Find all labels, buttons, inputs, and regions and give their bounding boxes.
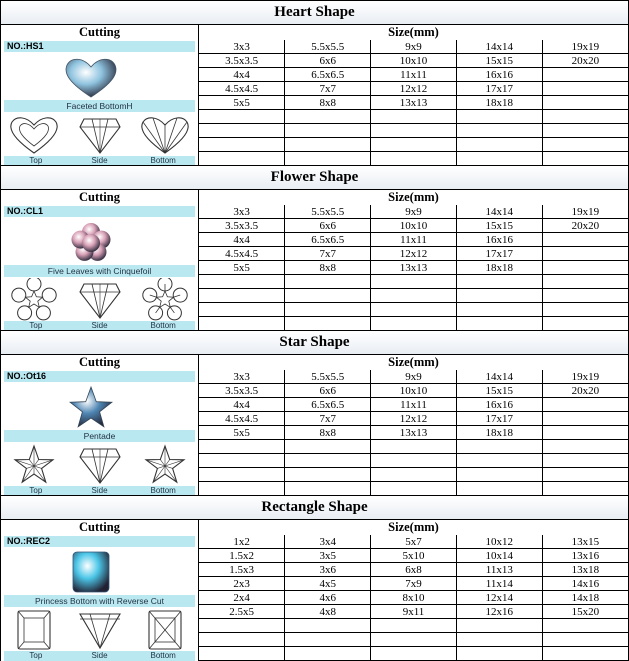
size-cell <box>371 468 457 482</box>
size-cell <box>456 647 542 661</box>
size-cell <box>371 152 457 166</box>
size-cell: 16x16 <box>456 68 542 82</box>
size-cell <box>285 110 371 124</box>
size-cell <box>542 468 628 482</box>
cut-name: Five Leaves with Cinquefoil <box>4 265 195 277</box>
size-cell: 8x8 <box>285 261 371 275</box>
size-cell: 4x4 <box>199 233 285 247</box>
size-cell <box>199 303 285 317</box>
size-cell <box>542 303 628 317</box>
table-row <box>199 68 628 82</box>
size-cell: 12x12 <box>371 247 457 261</box>
size-cell <box>371 619 457 633</box>
size-cell: 8x10 <box>371 591 457 605</box>
size-cell <box>285 633 371 647</box>
size-cell <box>371 289 457 303</box>
size-cell: 10x14 <box>456 549 542 563</box>
size-cell: 10x10 <box>371 384 457 398</box>
size-cell: 6.5x6.5 <box>285 398 371 412</box>
size-cell: 3.5x3.5 <box>199 384 285 398</box>
rect-side-view-icon <box>70 608 130 652</box>
size-cell: 9x9 <box>371 40 457 54</box>
size-cell <box>456 138 542 152</box>
table-row <box>199 317 628 331</box>
size-header: Size(mm) <box>388 355 439 369</box>
size-cell: 7x7 <box>285 82 371 96</box>
size-cell: 4.5x4.5 <box>199 247 285 261</box>
section-title: Rectangle Shape <box>1 496 628 520</box>
flower-gem-photo-icon <box>59 219 123 265</box>
size-cell: 5.5x5.5 <box>285 40 371 54</box>
cutting-header: Cutting <box>1 355 199 370</box>
size-cell: 5x5 <box>199 426 285 440</box>
heart-side-view-icon <box>70 113 130 157</box>
size-cell <box>456 619 542 633</box>
size-cell <box>456 440 542 454</box>
model-number: NO.:CL1 <box>4 206 195 217</box>
size-cell: 17x17 <box>456 82 542 96</box>
cut-name: Pentade <box>4 430 195 442</box>
cut-diagrams <box>4 113 195 157</box>
size-cell: 3x6 <box>285 563 371 577</box>
size-cell <box>542 482 628 496</box>
size-cell: 16x16 <box>456 233 542 247</box>
size-cell <box>456 289 542 303</box>
shape-section-heart <box>1 1 628 166</box>
size-cell <box>199 647 285 661</box>
size-cell <box>542 619 628 633</box>
view-label: Top <box>29 486 43 495</box>
view-label: Bottom <box>150 486 176 495</box>
size-cell <box>456 124 542 138</box>
size-cell <box>542 440 628 454</box>
size-cell: 1x2 <box>199 535 285 549</box>
view-label: Top <box>29 156 43 165</box>
view-labels <box>4 651 195 661</box>
size-cell: 4x8 <box>285 605 371 619</box>
size-cell: 6x6 <box>285 219 371 233</box>
size-cell <box>542 412 628 426</box>
flower-top-view-icon <box>4 278 64 322</box>
size-cell <box>542 426 628 440</box>
table-row <box>199 370 628 384</box>
size-cell: 16x16 <box>456 398 542 412</box>
size-header: Size(mm) <box>388 25 439 39</box>
size-cell <box>371 303 457 317</box>
size-cell: 15x15 <box>456 54 542 68</box>
size-cell <box>199 289 285 303</box>
size-cell: 3x3 <box>199 370 285 384</box>
view-label: Side <box>91 321 108 330</box>
size-cell: 5.5x5.5 <box>285 205 371 219</box>
size-cell <box>542 275 628 289</box>
size-cell <box>285 289 371 303</box>
size-cell <box>542 317 628 331</box>
size-cell <box>542 68 628 82</box>
size-cell: 20x20 <box>542 54 628 68</box>
section-title: Heart Shape <box>1 1 628 25</box>
size-cell <box>456 633 542 647</box>
section-title: Flower Shape <box>1 166 628 190</box>
size-cell: 4.5x4.5 <box>199 82 285 96</box>
table-row <box>199 152 628 166</box>
size-cell: 18x18 <box>456 96 542 110</box>
size-cell: 4x4 <box>199 68 285 82</box>
size-cell <box>285 647 371 661</box>
size-cell: 2x4 <box>199 591 285 605</box>
size-table <box>199 370 628 496</box>
size-cell <box>285 468 371 482</box>
size-cell: 12x12 <box>371 82 457 96</box>
table-row <box>199 303 628 317</box>
rect-top-view-icon <box>4 608 64 652</box>
size-cell <box>542 110 628 124</box>
size-cell <box>371 647 457 661</box>
size-cell <box>542 398 628 412</box>
table-row <box>199 205 628 219</box>
size-cell: 13x13 <box>371 426 457 440</box>
table-row <box>199 82 628 96</box>
table-row <box>199 110 628 124</box>
table-row <box>199 563 628 577</box>
size-cell <box>456 468 542 482</box>
size-cell: 11x11 <box>371 398 457 412</box>
star-side-view-icon <box>70 443 130 487</box>
size-cell: 11x11 <box>371 233 457 247</box>
size-cell: 5x10 <box>371 549 457 563</box>
cut-name: Faceted BottomH <box>4 100 195 112</box>
size-cell: 5x5 <box>199 96 285 110</box>
cut-diagrams <box>4 443 195 487</box>
size-cell <box>456 454 542 468</box>
size-cell <box>371 454 457 468</box>
rect-gem-photo-icon <box>59 549 123 595</box>
heart-bottom-view-icon <box>135 113 195 157</box>
cutting-header: Cutting <box>1 190 199 205</box>
section-divider <box>1 495 628 496</box>
size-cell <box>542 633 628 647</box>
model-number: NO.:REC2 <box>4 536 195 547</box>
size-cell <box>199 454 285 468</box>
size-cell: 20x20 <box>542 384 628 398</box>
size-cell: 6.5x6.5 <box>285 233 371 247</box>
size-cell: 14x16 <box>542 577 628 591</box>
size-cell: 6x6 <box>285 54 371 68</box>
size-cell: 3.5x3.5 <box>199 219 285 233</box>
section-divider <box>1 165 628 166</box>
cutting-panel <box>1 535 199 661</box>
size-table <box>199 40 628 166</box>
size-cell: 12x14 <box>456 591 542 605</box>
table-row <box>199 549 628 563</box>
size-cell: 3x5 <box>285 549 371 563</box>
size-cell: 12x12 <box>371 412 457 426</box>
view-label: Side <box>91 651 108 660</box>
size-cell: 3x4 <box>285 535 371 549</box>
size-cell <box>542 261 628 275</box>
table-row <box>199 219 628 233</box>
size-cell <box>199 440 285 454</box>
size-table <box>199 535 628 661</box>
size-cell: 14x14 <box>456 205 542 219</box>
size-cell: 13x15 <box>542 535 628 549</box>
view-label: Bottom <box>150 156 176 165</box>
size-cell <box>285 152 371 166</box>
size-cell <box>285 303 371 317</box>
size-cell: 13x16 <box>542 549 628 563</box>
size-cell: 14x14 <box>456 40 542 54</box>
size-cell: 6x8 <box>371 563 457 577</box>
size-cell: 8x8 <box>285 96 371 110</box>
star-gem-photo-icon <box>59 384 123 430</box>
view-label: Side <box>91 156 108 165</box>
size-cell <box>542 96 628 110</box>
size-cell: 15x20 <box>542 605 628 619</box>
size-cell <box>285 454 371 468</box>
view-label: Top <box>29 651 43 660</box>
size-cell <box>542 82 628 96</box>
size-cell <box>371 440 457 454</box>
flower-side-view-icon <box>70 278 130 322</box>
table-row <box>199 426 628 440</box>
table-row <box>199 398 628 412</box>
size-cell <box>371 317 457 331</box>
size-cell <box>371 275 457 289</box>
table-row <box>199 619 628 633</box>
size-cell <box>371 633 457 647</box>
size-cell <box>285 275 371 289</box>
size-cell <box>542 454 628 468</box>
cut-diagrams <box>4 608 195 652</box>
size-cell <box>456 303 542 317</box>
model-number: NO.:HS1 <box>4 41 195 52</box>
size-cell <box>456 110 542 124</box>
size-cell: 17x17 <box>456 412 542 426</box>
size-cell <box>199 633 285 647</box>
size-cell <box>542 247 628 261</box>
table-row <box>199 54 628 68</box>
table-row <box>199 535 628 549</box>
size-cell: 4x4 <box>199 398 285 412</box>
table-row <box>199 384 628 398</box>
cutting-header: Cutting <box>1 25 199 40</box>
size-cell <box>456 317 542 331</box>
view-label: Top <box>29 321 43 330</box>
table-row <box>199 647 628 661</box>
table-row <box>199 412 628 426</box>
size-cell: 3.5x3.5 <box>199 54 285 68</box>
size-cell: 9x9 <box>371 370 457 384</box>
size-cell: 5x7 <box>371 535 457 549</box>
size-cell: 7x7 <box>285 412 371 426</box>
table-row <box>199 591 628 605</box>
size-cell <box>199 468 285 482</box>
table-row <box>199 124 628 138</box>
size-cell: 7x7 <box>285 247 371 261</box>
size-cell: 11x14 <box>456 577 542 591</box>
size-cell: 10x10 <box>371 219 457 233</box>
size-cell <box>199 275 285 289</box>
size-cell: 10x10 <box>371 54 457 68</box>
view-label: Side <box>91 486 108 495</box>
size-cell: 9x9 <box>371 205 457 219</box>
size-cell: 6.5x6.5 <box>285 68 371 82</box>
size-cell: 3x3 <box>199 205 285 219</box>
size-header: Size(mm) <box>388 190 439 204</box>
size-cell: 12x16 <box>456 605 542 619</box>
table-row <box>199 440 628 454</box>
table-row <box>199 247 628 261</box>
size-cell: 19x19 <box>542 370 628 384</box>
size-cell <box>199 317 285 331</box>
heart-gem-photo-icon <box>59 54 123 100</box>
view-label: Bottom <box>150 321 176 330</box>
size-cell: 13x18 <box>542 563 628 577</box>
size-cell: 15x15 <box>456 384 542 398</box>
size-cell <box>285 440 371 454</box>
size-cell <box>199 152 285 166</box>
size-cell <box>285 317 371 331</box>
table-row <box>199 275 628 289</box>
shape-section-flower <box>1 166 628 331</box>
view-label: Bottom <box>150 651 176 660</box>
size-cell: 10x12 <box>456 535 542 549</box>
size-cell: 20x20 <box>542 219 628 233</box>
size-cell: 11x13 <box>456 563 542 577</box>
size-cell <box>199 110 285 124</box>
size-cell: 19x19 <box>542 40 628 54</box>
rect-bottom-view-icon <box>135 608 195 652</box>
table-row <box>199 40 628 54</box>
flower-bottom-view-icon <box>135 278 195 322</box>
size-cell: 4.5x4.5 <box>199 412 285 426</box>
size-cell <box>456 152 542 166</box>
size-cell: 14x18 <box>542 591 628 605</box>
size-header: Size(mm) <box>388 520 439 534</box>
table-row <box>199 468 628 482</box>
size-cell <box>371 138 457 152</box>
cutting-header: Cutting <box>1 520 199 535</box>
cut-name: Princess Bottom with Reverse Cut <box>4 595 195 607</box>
size-cell <box>371 110 457 124</box>
size-cell <box>456 482 542 496</box>
cutting-panel <box>1 40 199 166</box>
size-cell: 17x17 <box>456 247 542 261</box>
star-bottom-view-icon <box>135 443 195 487</box>
size-cell: 2x3 <box>199 577 285 591</box>
cutting-panel <box>1 205 199 331</box>
section-divider <box>1 330 628 331</box>
table-row <box>199 482 628 496</box>
size-cell: 13x13 <box>371 261 457 275</box>
shape-section-star <box>1 331 628 496</box>
table-row <box>199 605 628 619</box>
table-row <box>199 261 628 275</box>
size-cell <box>456 275 542 289</box>
section-title: Star Shape <box>1 331 628 355</box>
size-cell: 5x5 <box>199 261 285 275</box>
size-cell <box>199 124 285 138</box>
size-cell <box>285 138 371 152</box>
size-cell: 1.5x3 <box>199 563 285 577</box>
size-cell: 1.5x2 <box>199 549 285 563</box>
table-row <box>199 96 628 110</box>
size-cell <box>542 152 628 166</box>
size-cell: 3x3 <box>199 40 285 54</box>
table-row <box>199 138 628 152</box>
size-cell <box>371 124 457 138</box>
shape-section-rect <box>1 496 628 661</box>
size-cell <box>542 124 628 138</box>
heart-top-view-icon <box>4 113 64 157</box>
size-cell: 13x13 <box>371 96 457 110</box>
size-cell <box>542 233 628 247</box>
size-cell: 18x18 <box>456 426 542 440</box>
size-table <box>199 205 628 331</box>
model-number: NO.:Ot16 <box>4 371 195 382</box>
size-cell: 4x5 <box>285 577 371 591</box>
size-cell <box>285 482 371 496</box>
size-cell: 7x9 <box>371 577 457 591</box>
size-cell: 15x15 <box>456 219 542 233</box>
size-cell <box>371 482 457 496</box>
size-cell: 5.5x5.5 <box>285 370 371 384</box>
size-cell <box>199 482 285 496</box>
table-row <box>199 289 628 303</box>
size-cell <box>285 124 371 138</box>
size-cell <box>542 138 628 152</box>
size-cell: 6x6 <box>285 384 371 398</box>
table-row <box>199 577 628 591</box>
size-cell: 19x19 <box>542 205 628 219</box>
cut-diagrams <box>4 278 195 322</box>
size-cell <box>199 138 285 152</box>
size-cell: 8x8 <box>285 426 371 440</box>
size-cell: 18x18 <box>456 261 542 275</box>
size-cell: 4x6 <box>285 591 371 605</box>
size-cell: 2.5x5 <box>199 605 285 619</box>
table-row <box>199 454 628 468</box>
size-cell <box>542 647 628 661</box>
size-cell <box>542 289 628 303</box>
table-row <box>199 633 628 647</box>
cutting-panel <box>1 370 199 496</box>
size-cell <box>285 619 371 633</box>
size-cell: 14x14 <box>456 370 542 384</box>
size-cell <box>199 619 285 633</box>
table-row <box>199 233 628 247</box>
size-cell: 11x11 <box>371 68 457 82</box>
size-cell: 9x11 <box>371 605 457 619</box>
star-top-view-icon <box>4 443 64 487</box>
